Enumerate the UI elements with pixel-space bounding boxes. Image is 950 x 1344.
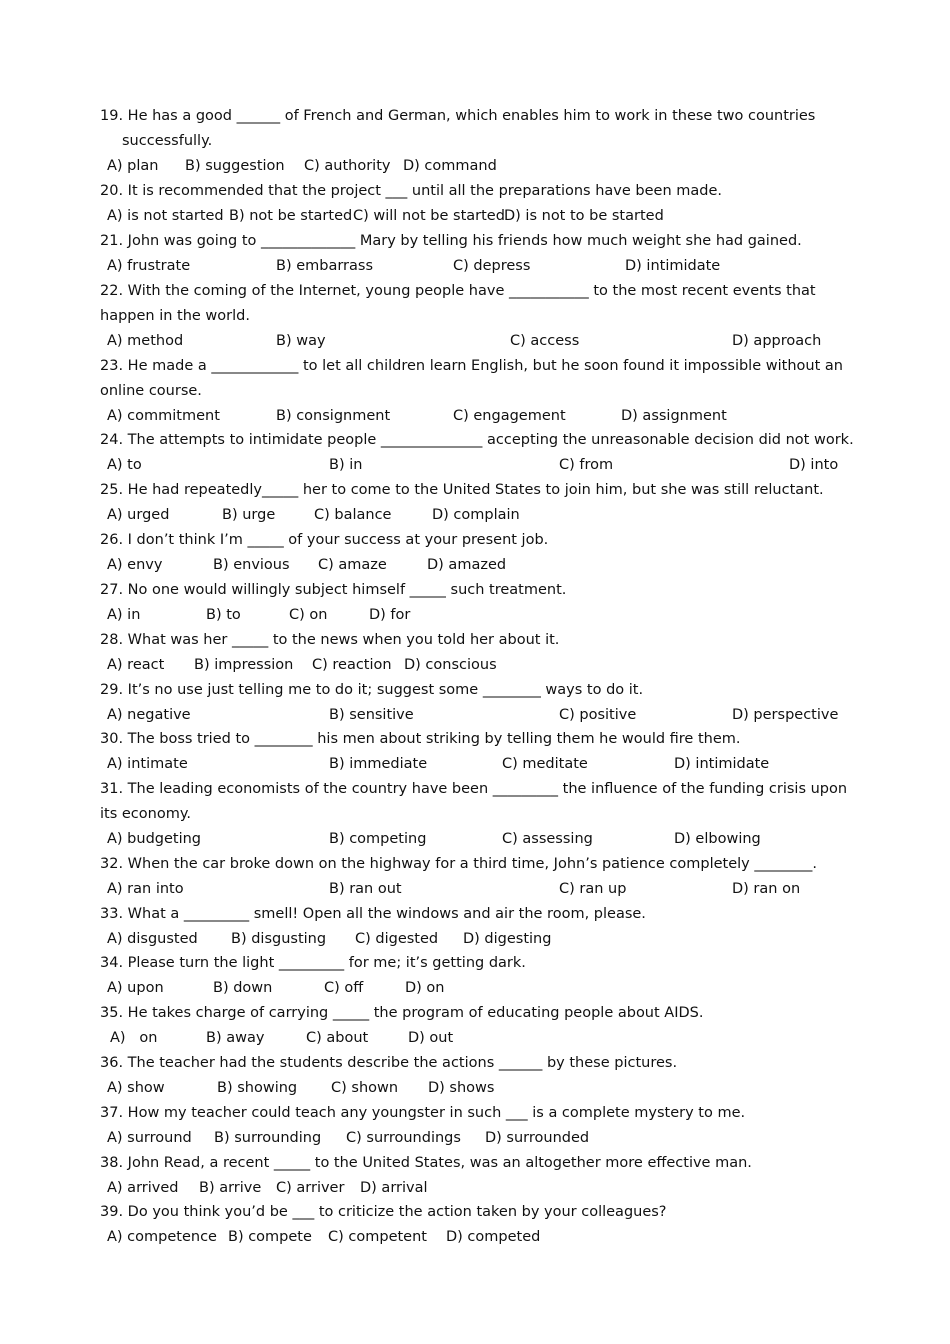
option-b[interactable]: B) embarrass [276, 258, 374, 274]
option-b[interactable]: B) arrive [199, 1180, 262, 1196]
question-19-options [107, 154, 910, 179]
question-38 [100, 1151, 858, 1176]
option-b[interactable]: B) impression [194, 657, 294, 673]
option-b[interactable]: B) to [206, 607, 241, 623]
option-c[interactable]: C) arriver [276, 1180, 345, 1196]
option-d[interactable]: D) arrival [360, 1180, 428, 1196]
option-a[interactable]: A) budgeting [107, 831, 202, 847]
question-32-options [107, 877, 910, 902]
option-c[interactable]: C) reaction [312, 657, 392, 673]
option-b[interactable]: B) disgusting [231, 931, 327, 947]
option-d[interactable]: D) perspective [732, 707, 839, 723]
question-33-stem: 33. What a _________ smell! Open all the windows and air the room, please. [100, 906, 646, 922]
option-a[interactable]: A) ran into [107, 881, 184, 897]
question-19-continuation: successfully. [122, 132, 213, 149]
option-c[interactable]: C) balance [314, 507, 392, 523]
option-d[interactable]: D) conscious [404, 657, 497, 673]
question-36-stem: 36. The teacher had the students describe the actions ______ by these pictures. [100, 1055, 678, 1071]
option-b[interactable]: B) way [276, 333, 326, 349]
option-d[interactable]: D) competed [446, 1229, 541, 1245]
question-33-options [107, 927, 910, 952]
option-c[interactable]: C) digested [355, 931, 439, 947]
option-a[interactable]: A) to [107, 457, 142, 473]
question-34-stem: 34. Please turn the light _________ for me; it’s getting dark. [100, 955, 526, 971]
question-37-stem: 37. How my teacher could teach any youngster in such ___ is a complete mystery to me. [100, 1105, 746, 1121]
question-31-options [107, 827, 910, 852]
option-d[interactable]: D) surrounded [485, 1130, 590, 1146]
question-25-stem: 25. He had repeatedly_____ her to come to the United States to join him, but she was still reluctant. [100, 482, 824, 498]
question-23 [100, 354, 858, 404]
option-c[interactable]: C) surroundings [346, 1130, 461, 1146]
option-b[interactable]: B) consignment [276, 408, 391, 424]
option-a[interactable]: A) method [107, 333, 184, 349]
question-21 [100, 229, 858, 254]
question-28 [100, 628, 858, 653]
question-39 [100, 1200, 858, 1225]
question-26-stem: 26. I don’t think I’m _____ of your success at your present job. [100, 532, 549, 548]
option-d[interactable]: D) assignment [621, 408, 727, 424]
question-34-options [107, 976, 910, 1001]
option-a[interactable]: A) upon [107, 980, 164, 996]
option-b[interactable]: B) surrounding [214, 1130, 322, 1146]
question-34 [100, 951, 858, 976]
question-19 [100, 104, 858, 154]
option-a[interactable]: A) envy [107, 557, 163, 573]
question-36-options [107, 1076, 910, 1101]
question-30 [100, 727, 858, 752]
question-25-options [107, 503, 910, 528]
option-a[interactable]: A) urged [107, 507, 170, 523]
question-30-options [107, 752, 910, 777]
option-a[interactable]: A) negative [107, 707, 191, 723]
option-d[interactable]: D) elbowing [674, 831, 761, 847]
question-24-options [107, 453, 910, 478]
option-d[interactable]: D) out [408, 1030, 454, 1046]
question-25 [100, 478, 858, 503]
question-27-options [107, 603, 910, 628]
option-a[interactable]: A) surround [107, 1130, 192, 1146]
question-22-options [107, 329, 910, 354]
option-a[interactable]: A) on [110, 1030, 158, 1046]
question-38-stem: 38. John Read, a recent _____ to the United States, was an altogether more effective man. [100, 1155, 752, 1171]
option-d[interactable]: D) is not to be started [504, 208, 664, 224]
question-19-stem: 19. He has a good ______ of French and German, which enables him to work in these two countries [100, 108, 816, 124]
option-c[interactable]: C) engagement [453, 408, 566, 424]
option-c[interactable]: C) meditate [502, 756, 588, 772]
question-24-stem: 24. The attempts to intimidate people ______________ accepting the unreasonable decision did not work. [100, 432, 854, 448]
option-c[interactable]: C) assessing [502, 831, 593, 847]
option-c[interactable]: C) access [510, 333, 580, 349]
option-a[interactable]: A) show [107, 1080, 165, 1096]
option-c[interactable]: C) authority [304, 158, 391, 174]
question-32 [100, 852, 858, 877]
option-c[interactable]: C) on [289, 607, 328, 623]
question-31-stem: 31. The leading economists of the country have been _________ the influence of the funding crisis upon its economy. [100, 781, 848, 822]
question-30-stem: 30. The boss tried to ________ his men about striking by telling them he would fire them. [100, 731, 741, 747]
question-35-stem: 35. He takes charge of carrying _____ the program of educating people about AIDS. [100, 1005, 704, 1021]
option-d[interactable]: D) ran on [732, 881, 801, 897]
question-29-stem: 29. It’s no use just telling me to do it; suggest some ________ ways to do it. [100, 682, 644, 698]
option-b[interactable]: B) envious [213, 557, 290, 573]
question-29 [100, 678, 858, 703]
question-35 [100, 1001, 858, 1026]
question-31 [100, 777, 858, 827]
question-26 [100, 528, 858, 553]
question-23-stem: 23. He made a ____________ to let all children learn English, but he soon found it impossible without an online course. [100, 358, 843, 399]
option-c[interactable]: C) shown [331, 1080, 399, 1096]
question-21-stem: 21. John was going to _____________ Mary by telling his friends how much weight she had gained. [100, 233, 802, 249]
question-39-stem: 39. Do you think you’d be ___ to criticize the action taken by your colleagues? [100, 1204, 667, 1220]
question-37 [100, 1101, 858, 1126]
option-b[interactable]: B) suggestion [185, 158, 285, 174]
option-d[interactable]: D) digesting [463, 931, 552, 947]
option-d[interactable]: D) on [405, 980, 445, 996]
question-22 [100, 279, 858, 329]
option-c[interactable]: C) depress [453, 258, 531, 274]
option-b[interactable]: B) not be started [229, 208, 353, 224]
question-37-options [107, 1126, 910, 1151]
question-23-options [107, 404, 910, 429]
option-c[interactable]: C) about [306, 1030, 369, 1046]
option-b[interactable]: B) ran out [329, 881, 402, 897]
question-27-stem: 27. No one would willingly subject himself _____ such treatment. [100, 582, 567, 598]
question-22-stem: 22. With the coming of the Internet, young people have ___________ to the most recent events that happen in the world. [100, 283, 816, 324]
option-c[interactable]: C) positive [559, 707, 637, 723]
question-27 [100, 578, 858, 603]
question-36 [100, 1051, 858, 1076]
option-b[interactable]: B) sensitive [329, 707, 414, 723]
option-a[interactable]: A) is not started [107, 208, 224, 224]
option-a[interactable]: A) in [107, 607, 141, 623]
option-a[interactable]: A) competence [107, 1229, 217, 1245]
option-a[interactable]: A) commitment [107, 408, 220, 424]
option-d[interactable]: D) complain [432, 507, 520, 523]
question-38-options [107, 1176, 910, 1201]
option-c[interactable]: C) ran up [559, 881, 627, 897]
option-b[interactable]: B) away [206, 1030, 265, 1046]
option-d[interactable]: D) intimidate [625, 258, 721, 274]
question-33 [100, 902, 858, 927]
option-a[interactable]: A) intimate [107, 756, 188, 772]
option-b[interactable]: B) competing [329, 831, 427, 847]
option-b[interactable]: B) down [213, 980, 273, 996]
option-b[interactable]: B) compete [228, 1229, 312, 1245]
question-35-options [107, 1026, 910, 1051]
option-a[interactable]: A) arrived [107, 1180, 179, 1196]
option-b[interactable]: B) showing [217, 1080, 298, 1096]
option-a[interactable]: A) react [107, 657, 165, 673]
option-d[interactable]: D) shows [428, 1080, 495, 1096]
question-20-stem: 20. It is recommended that the project ___ until all the preparations have been made. [100, 183, 722, 199]
option-c[interactable]: C) will not be started [353, 208, 505, 224]
question-21-options [107, 254, 910, 279]
option-b[interactable]: B) urge [222, 507, 276, 523]
option-d[interactable]: D) approach [732, 333, 822, 349]
question-20-options [107, 204, 910, 229]
option-d[interactable]: D) amazed [427, 557, 507, 573]
option-c[interactable]: C) amaze [318, 557, 387, 573]
option-b[interactable]: B) immediate [329, 756, 428, 772]
option-d[interactable]: D) intimidate [674, 756, 770, 772]
option-a[interactable]: A) plan [107, 158, 159, 174]
option-c[interactable]: C) from [559, 457, 614, 473]
option-c[interactable]: C) off [324, 980, 364, 996]
question-39-options [107, 1225, 910, 1250]
option-a[interactable]: A) disgusted [107, 931, 198, 947]
question-32-stem: 32. When the car broke down on the highway for a third time, John’s patience completely ________. [100, 856, 817, 872]
option-d[interactable]: D) command [403, 158, 497, 174]
option-a[interactable]: A) frustrate [107, 258, 191, 274]
question-20 [100, 179, 858, 204]
question-26-options [107, 553, 910, 578]
question-28-options [107, 653, 910, 678]
option-d[interactable]: D) for [369, 607, 411, 623]
question-28-stem: 28. What was her _____ to the news when you told her about it. [100, 632, 560, 648]
option-c[interactable]: C) competent [328, 1229, 427, 1245]
question-24 [100, 428, 858, 453]
option-b[interactable]: B) in [329, 457, 363, 473]
question-29-options [107, 703, 910, 728]
option-d[interactable]: D) into [789, 457, 839, 473]
